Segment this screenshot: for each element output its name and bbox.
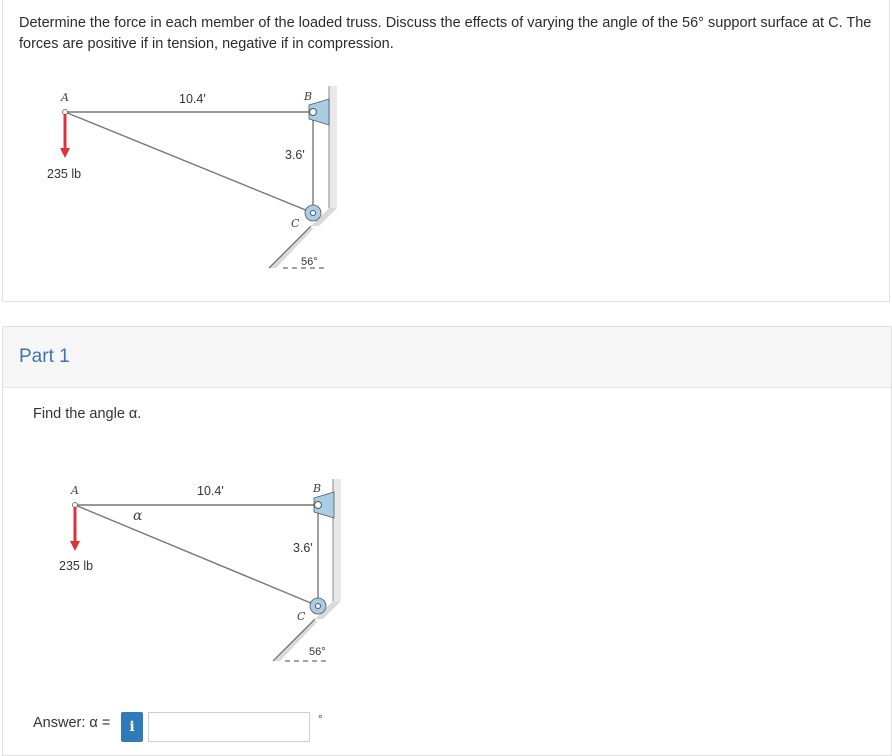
pin-b [310,109,317,116]
angle-label: 56° [301,256,318,268]
pin-c [311,211,316,216]
pin-a [63,110,68,115]
part-header [3,327,891,388]
truss-figure-alpha [45,475,365,670]
dim-vertical: 3.6' [293,541,313,555]
load-label: 235 lb [47,167,82,181]
truss-figure [33,82,353,282]
dim-horizontal: 10.4' [179,92,206,106]
angle-label: 56° [309,646,326,658]
part-title: Part 1 [19,346,70,367]
member-ac [75,505,318,606]
label-a: A [71,484,79,497]
pin-c [316,604,321,609]
part-card [2,326,892,756]
load-arrowhead [60,148,70,158]
problem-statement: Determine the force in each member of the loaded truss. Discuss the effects of varying the angle of the 56° support surface at C. The forces are positive if in tension, negative if in compression. [19,15,872,52]
label-a: A [61,91,69,104]
answer-label: Answer: α = [33,715,111,731]
dim-horizontal: 10.4' [197,484,224,498]
label-c: C [297,610,306,623]
load-arrowhead [70,541,80,551]
dim-vertical: 3.6' [285,148,305,162]
pin-a [73,503,78,508]
label-alpha: α [133,508,143,524]
problem-card [2,0,890,302]
answer-input[interactable] [148,712,310,742]
part-prompt: Find the angle α. [33,406,142,422]
pin-b [315,502,322,509]
wall [329,86,337,208]
label-b: B [304,90,313,103]
load-label: 235 lb [59,559,94,573]
member-ac [65,112,313,213]
label-b: B [313,482,322,495]
info-icon[interactable]: i [121,712,143,742]
unit-label: ° [318,712,323,726]
label-c: C [291,217,300,230]
